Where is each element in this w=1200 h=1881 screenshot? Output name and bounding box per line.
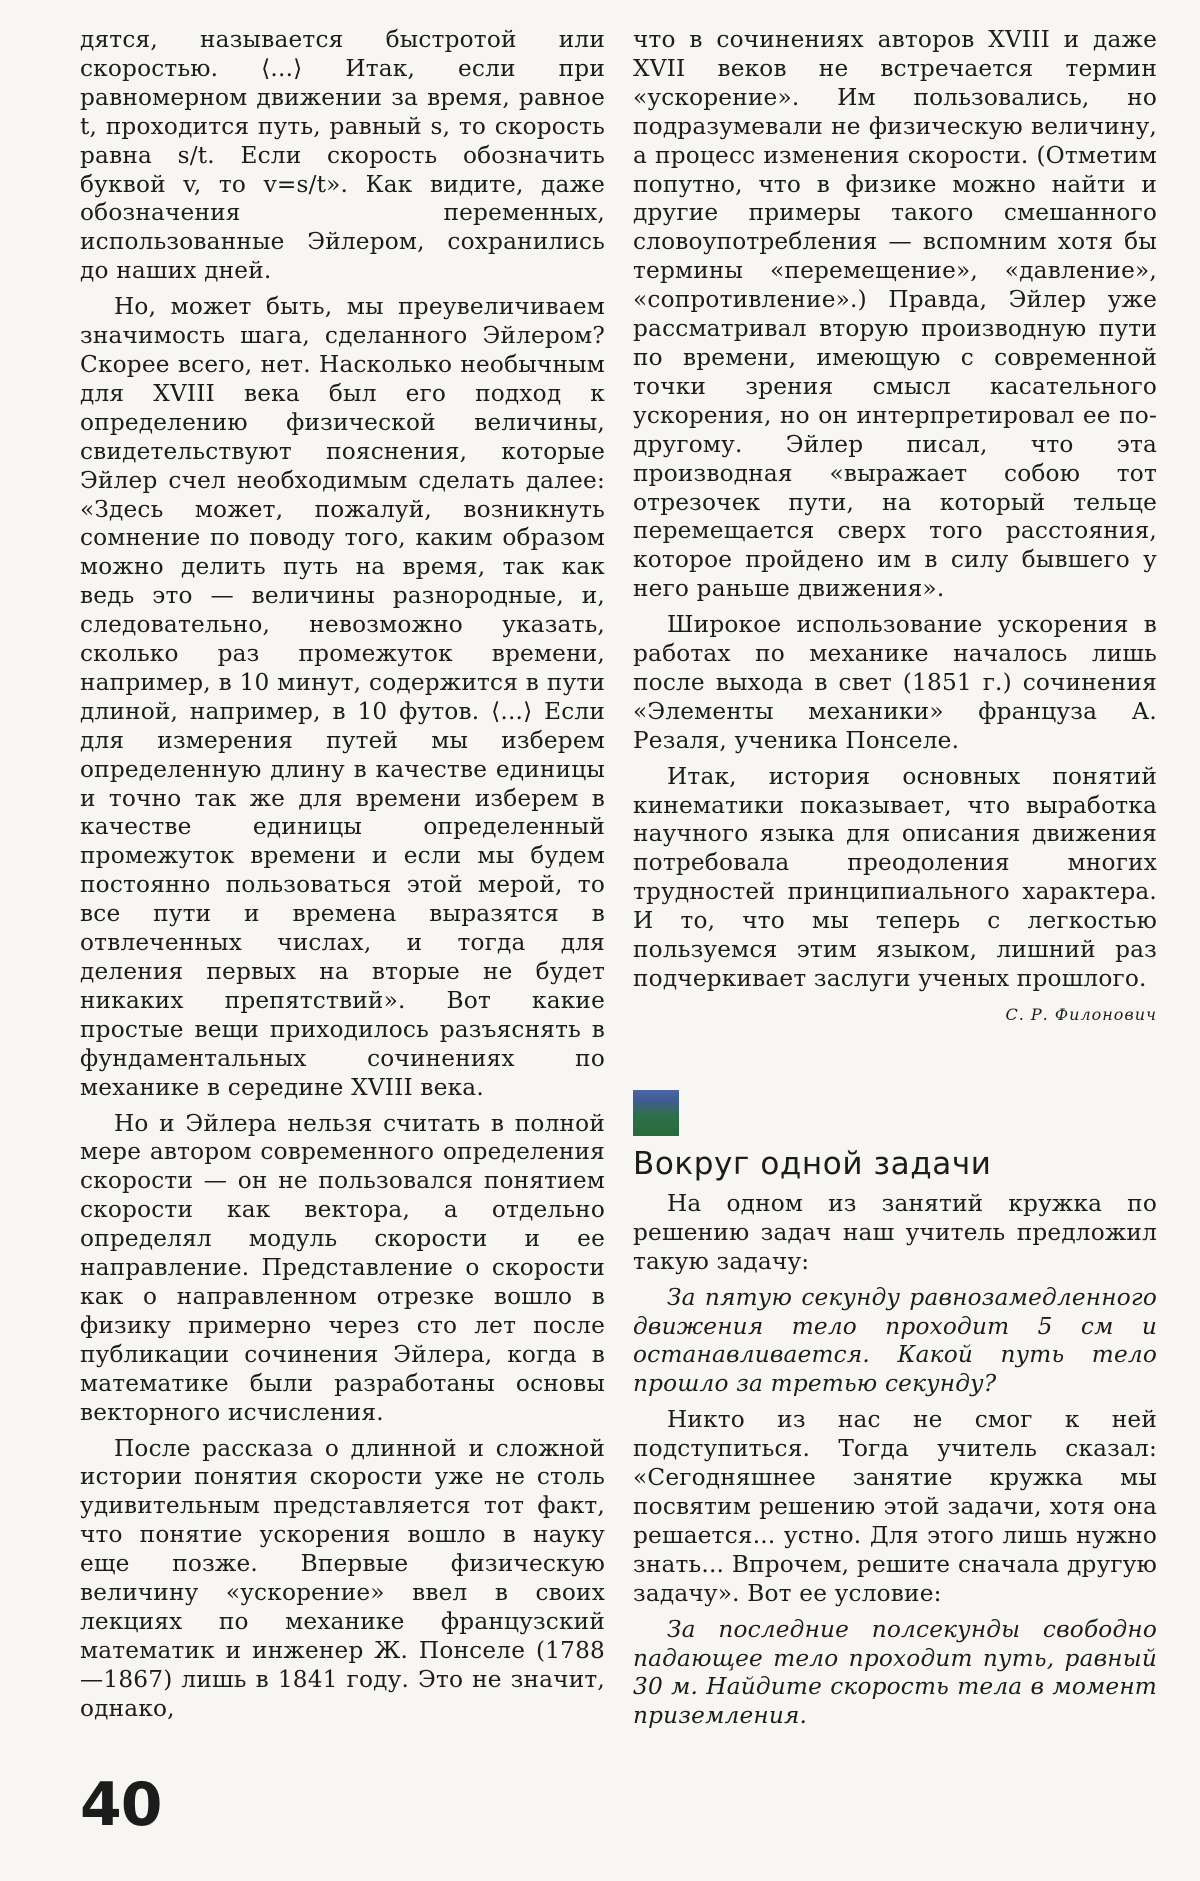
section-intro: На одном из занятий кружка по решению задач наш учитель предложил такую задачу: [633,1189,1157,1275]
paragraph: дятся, называется быстротой или скоростью. ⟨...⟩ Итак, если при равномерном движении за время, равное t, проходится путь, равный s, то скорость равна s/t. Если скорость обозначить буквой v, то v=s/t». Как видите, даже обозначения переменных, использованные Эйлером, сохранились до наших дней. [80,26,605,285]
paragraph: После рассказа о длинной и сложной истории понятия скорости уже не столь удивительным представляется тот факт, что понятие ускорения вошло в науку еще позже. Впервые физическую величину «ускорение» ввел в своих лекциях по механике французский математик и инженер Ж. Понселе (1788—1867) лишь в 1841 году. Это не значит, однако, [80,1434,605,1722]
right-column [633,26,1157,1738]
page-number: 40 [80,1770,162,1840]
paragraph: Но и Эйлера нельзя считать в полной мере автором современного определения скорости — он не пользовался понятием скорости как вектора, а отдельно определял модуль скорости и ее направление. Представление о скорости как о направленном отрезке вошло в физику примерно через сто лет после публикации сочинения Эйлера, когда в математике были разработаны основы векторного исчисления. [80,1109,605,1426]
section-title: Вокруг одной задачи [633,1145,992,1182]
paragraph: Широкое использование ускорения в работах по механике началось лишь после выхода в свет (1851 г.) сочинения «Элементы механики» француза А. Резаля, ученика Понселе. [633,611,1157,754]
problem-statement-1: За пятую секунду равнозамедленного движения тело проходит 5 см и останавливается. Какой путь тело прошло за третью секунду? [633,1283,1157,1398]
paragraph: Никто из нас не смог к ней подступиться. Тогда учитель сказал: «Сегодняшнее занятие кружка мы посвятим решению этой задачи, хотя она решается... устно. Для этого лишь нужно знать... Впрочем, решите сначала другую задачу». Вот ее условие: [633,1406,1157,1607]
left-column [80,26,605,1731]
author-signature: С. Р. Филонович [1005,1004,1157,1024]
problem-statement-2: За последние полсекунды свободно падающее тело проходит путь, равный 30 м. Найдите скорость тела в момент приземления. [633,1615,1157,1730]
paragraph: что в сочинениях авторов XVIII и даже XVII веков не встречается термин «ускорение». Им пользовались, но подразумевали не физическую величину, а процесс изменения скорости. (Отметим попутно, что в физике можно найти и другие примеры такого смешанного словоупотребления — вспомним хотя бы термины «перемещение», «давление», «сопротивление».) Правда, Эйлер уже рассматривал вторую производную пути по времени, имеющую с современной точки зрения смысл касательного ускорения, но он интерпретировал ее по-другому. Эйлер писал, что эта производная «выражает собою тот отрезочек пути, на который тельце перемещается сверх того расстояния, которое пройдено им в силу бывшего у него раньше движения». [633,26,1157,603]
section-marker-square [633,1090,679,1136]
paragraph: Но, может быть, мы преувеличиваем значимость шага, сделанного Эйлером? Скорее всего, нет. Насколько необычным для XVIII века был его подход к определению физической величины, свидетельствуют пояснения, которые Эйлер счел необходимым сделать далее: «Здесь может, пожалуй, возникнуть сомнение по поводу того, каким образом можно делить путь на время, так как ведь это — величины разнородные, и, следовательно, невозможно указать, сколько раз промежуток времени, например, в 10 минут, содержится в пути длиной, например, в 10 футов. ⟨...⟩ Если для измерения путей мы изберем определенную длину в качестве единицы и точно так же для времени изберем в качестве единицы определенный промежуток времени и если мы будем постоянно пользоваться этой мерой, то все пути и времена выразятся в отвлеченных числах, и тогда для деления первых на вторые не будет никаких препятствий». Вот какие простые вещи приходилось разъяснять в фундаментальных сочинениях по механике в середине XVIII века. [80,293,605,1101]
paragraph: Итак, история основных понятий кинематики показывает, что выработка научного языка для описания движения потребовала преодоления многих трудностей принципиального характера. И то, что мы теперь с легкостью пользуемся этим языком, лишний раз подчеркивает заслуги ученых прошлого. [633,762,1157,992]
